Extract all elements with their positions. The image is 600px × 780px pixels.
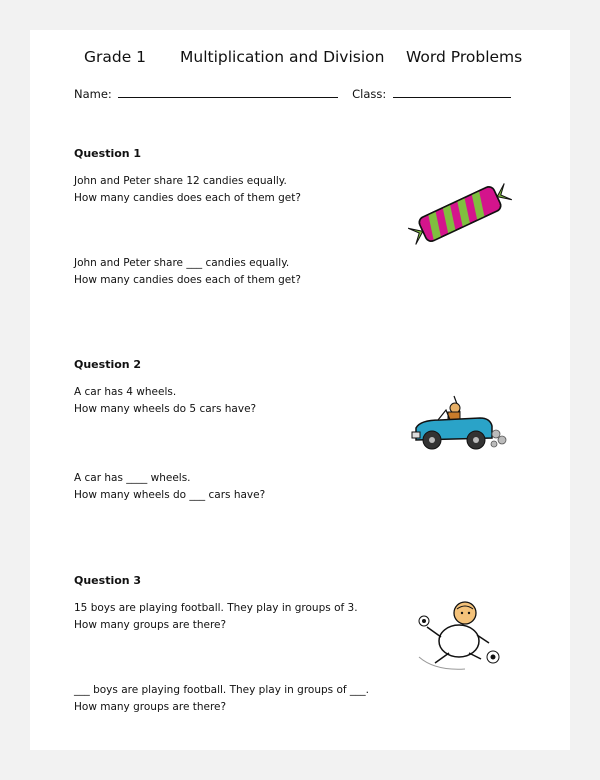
question-3-template <box>74 682 369 716</box>
question-2-example <box>74 384 256 418</box>
title-grade: Grade 1 <box>84 48 147 66</box>
question-3-heading: Question 3 <box>74 574 142 587</box>
title-topic: Multiplication and Division <box>180 48 385 66</box>
name-class-row <box>74 86 511 101</box>
question-1-template-line-2: How many candies does each of them get? <box>74 274 301 286</box>
question-2-example-line-1: A car has 4 wheels. <box>74 386 177 398</box>
question-2-heading: Question 2 <box>74 358 142 371</box>
car-icon <box>410 390 510 456</box>
question-3-example-line-2: How many groups are there? <box>74 619 227 631</box>
question-1-template-line-1: John and Peter share ___ candies equally. <box>74 257 290 269</box>
question-1-template <box>74 255 301 289</box>
name-field[interactable] <box>118 86 338 98</box>
question-3-template-line-2: How many groups are there? <box>74 701 227 713</box>
question-1-heading: Question 1 <box>74 147 142 160</box>
question-3-template-line-1: ___ boys are playing football. They play in groups of ___. <box>74 684 369 696</box>
question-1-example-line-2: How many candies does each of them get? <box>74 192 301 204</box>
class-field[interactable] <box>393 86 511 98</box>
question-3-example <box>74 600 358 634</box>
class-label: Class: <box>352 87 387 101</box>
question-1-example-line-1: John and Peter share 12 candies equally. <box>74 175 287 187</box>
question-2-example-line-2: How many wheels do 5 cars have? <box>74 403 257 415</box>
question-2-template-line-1: A car has ____ wheels. <box>74 472 191 484</box>
question-3-example-line-1: 15 boys are playing football. They play in groups of 3. <box>74 602 358 614</box>
question-1-example <box>74 173 301 207</box>
title-kind: Word Problems <box>406 48 523 66</box>
question-2-template-line-2: How many wheels do ___ cars have? <box>74 489 266 501</box>
name-label: Name: <box>74 87 112 101</box>
football-player-icon <box>415 597 507 677</box>
question-2-template <box>74 470 265 504</box>
candy-icon <box>405 175 515 253</box>
